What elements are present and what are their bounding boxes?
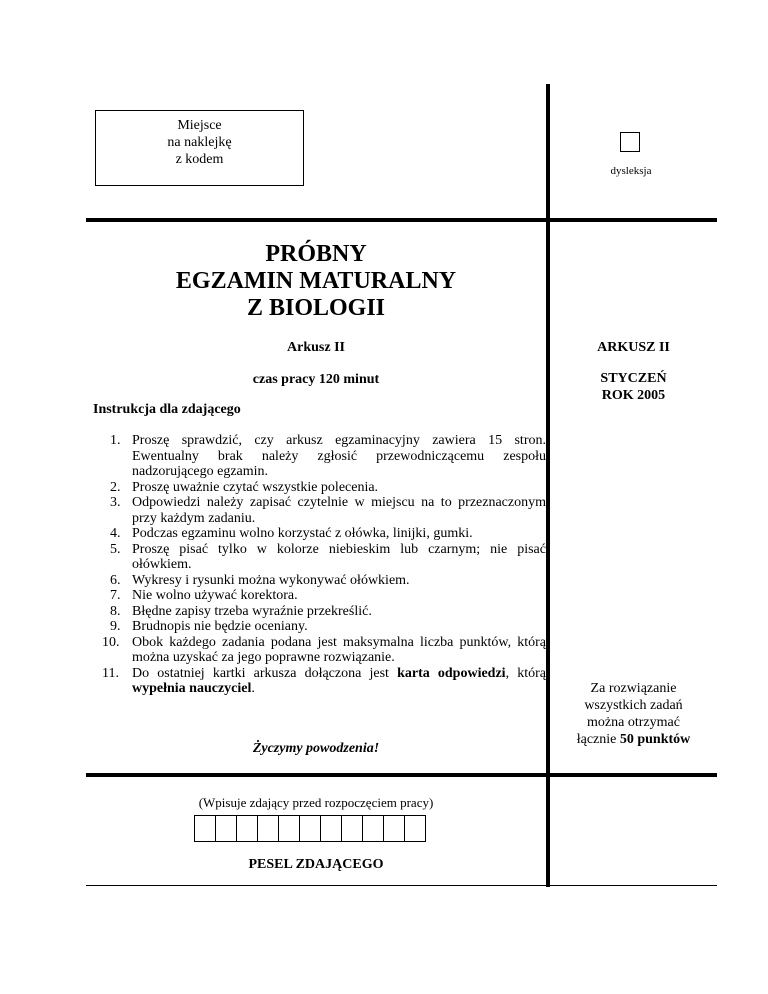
max-points-note bbox=[550, 680, 717, 748]
instruction-number: 2. bbox=[110, 479, 121, 495]
pesel-digit-cell[interactable] bbox=[341, 815, 363, 842]
instruction-text: Wykresy i rysunki można wykonywać ołówkiem. bbox=[132, 572, 410, 588]
instruction-item bbox=[110, 495, 546, 526]
pesel-digit-cell[interactable] bbox=[194, 815, 216, 842]
instruction-item bbox=[110, 480, 546, 496]
instruction-text: Błędne zapisy trzeba wyraźnie przekreślić. bbox=[132, 603, 372, 619]
instruction-number: 4. bbox=[110, 526, 121, 541]
instruction-item bbox=[110, 573, 546, 589]
instruction-text-c: . bbox=[251, 681, 255, 696]
duration-label: czas pracy 120 minut bbox=[252, 372, 380, 387]
instruction-number: 6. bbox=[110, 572, 121, 588]
points-value: 50 punktów bbox=[619, 732, 691, 747]
instruction-number: 1. bbox=[110, 433, 121, 448]
instruction-number: 3. bbox=[110, 495, 121, 510]
instruction-item bbox=[102, 634, 546, 666]
pesel-digit-cell[interactable] bbox=[299, 815, 321, 842]
instruction-text: Proszę pisać tylko w kolorze niebieskim lub czarnym; nie pisać ołówkiem. bbox=[132, 541, 546, 572]
sidebar-sheet-label: ARKUSZ II bbox=[597, 340, 670, 355]
instruction-bold-teacher: wypełnia nauczyciel bbox=[132, 681, 252, 696]
instruction-number: 10. bbox=[102, 634, 120, 650]
pesel-label: PESEL ZDAJĄCEGO bbox=[248, 857, 384, 872]
title-line2: EGZAMIN MATURALNY bbox=[175, 268, 457, 294]
points-line3: można otrzymać bbox=[587, 715, 680, 730]
title-line1: PRÓBNY bbox=[265, 241, 367, 267]
vertical-divider bbox=[546, 84, 550, 887]
pesel-digit-cell[interactable] bbox=[278, 815, 300, 842]
instruction-item bbox=[110, 588, 546, 604]
pesel-note: (Wpisuje zdający przed rozpoczęciem pracy) bbox=[198, 795, 434, 810]
instruction-item bbox=[110, 542, 546, 573]
sticker-label-line3: z kodem bbox=[175, 152, 224, 167]
sidebar-year: ROK 2005 bbox=[601, 388, 666, 403]
instruction-number: 8. bbox=[110, 603, 121, 619]
pesel-digit-cell[interactable] bbox=[215, 815, 237, 842]
top-divider bbox=[86, 218, 717, 222]
instruction-text: Proszę uważnie czytać wszystkie polecenia. bbox=[132, 479, 379, 495]
instruction-item bbox=[110, 526, 546, 542]
instruction-number: 11. bbox=[102, 665, 119, 681]
dyslexia-checkbox[interactable] bbox=[620, 132, 640, 152]
points-line1: Za rozwiązanie bbox=[590, 681, 677, 696]
points-line2: wszystkich zadań bbox=[584, 698, 683, 713]
pesel-digit-cell[interactable] bbox=[383, 815, 405, 842]
instructions-heading: Instrukcja dla zdającego bbox=[93, 402, 241, 417]
pesel-grid bbox=[195, 815, 426, 842]
instruction-text: Brudnopis nie będzie oceniany. bbox=[132, 619, 308, 634]
pesel-digit-cell[interactable] bbox=[404, 815, 426, 842]
instruction-text-b: , którą bbox=[505, 665, 546, 681]
instruction-text: Odpowiedzi należy zapisać czytelnie w miejscu na to przeznaczonym przy każdym zadaniu. bbox=[132, 495, 546, 526]
instruction-item bbox=[110, 619, 546, 635]
dyslexia-label: dysleksja bbox=[610, 165, 652, 177]
instructions-list bbox=[102, 433, 546, 697]
sheet-label: Arkusz II bbox=[287, 340, 345, 355]
title-line3: Z BIOLOGII bbox=[246, 295, 386, 321]
instruction-text: Proszę sprawdzić, czy arkusz egzaminacyjny zawiera 15 stron. Ewentualny brak należy zgłosić przewodniczącemu zespołu nadzorującego egzamin. bbox=[132, 433, 546, 479]
points-line4 bbox=[550, 731, 717, 748]
sticker-label-line1: Miejsce bbox=[177, 118, 222, 133]
instruction-item bbox=[110, 433, 546, 480]
pesel-digit-cell[interactable] bbox=[236, 815, 258, 842]
instruction-item bbox=[102, 665, 546, 697]
instruction-text: Obok każdego zadania podana jest maksymalna liczba punktów, którą można uzyskać za jego poprawne rozwiązanie. bbox=[132, 634, 546, 665]
bottom-divider bbox=[86, 885, 717, 886]
instruction-text: Nie wolno używać korektora. bbox=[132, 588, 298, 603]
pesel-digit-cell[interactable] bbox=[362, 815, 384, 842]
sidebar-date bbox=[550, 370, 717, 404]
points-line4-text: łącznie bbox=[576, 732, 620, 747]
sticker-label-line2: na naklejkę bbox=[167, 135, 232, 150]
instruction-item bbox=[110, 604, 546, 620]
instruction-bold-answer-card: karta odpowiedzi bbox=[397, 665, 506, 681]
pesel-digit-cell[interactable] bbox=[320, 815, 342, 842]
instruction-number: 9. bbox=[110, 619, 121, 634]
barcode-sticker-box bbox=[95, 110, 304, 186]
good-luck-text: Życzymy powodzenia! bbox=[252, 741, 380, 756]
instruction-number: 7. bbox=[110, 588, 121, 603]
instruction-number: 5. bbox=[110, 541, 121, 557]
instruction-text: Podczas egzaminu wolno korzystać z ołówka, linijki, gumki. bbox=[132, 526, 473, 541]
pesel-digit-cell[interactable] bbox=[257, 815, 279, 842]
sidebar-month: STYCZEŃ bbox=[600, 371, 667, 386]
instruction-text-a: Do ostatniej kartki arkusza dołączona jest bbox=[132, 665, 398, 681]
middle-divider bbox=[86, 773, 717, 777]
